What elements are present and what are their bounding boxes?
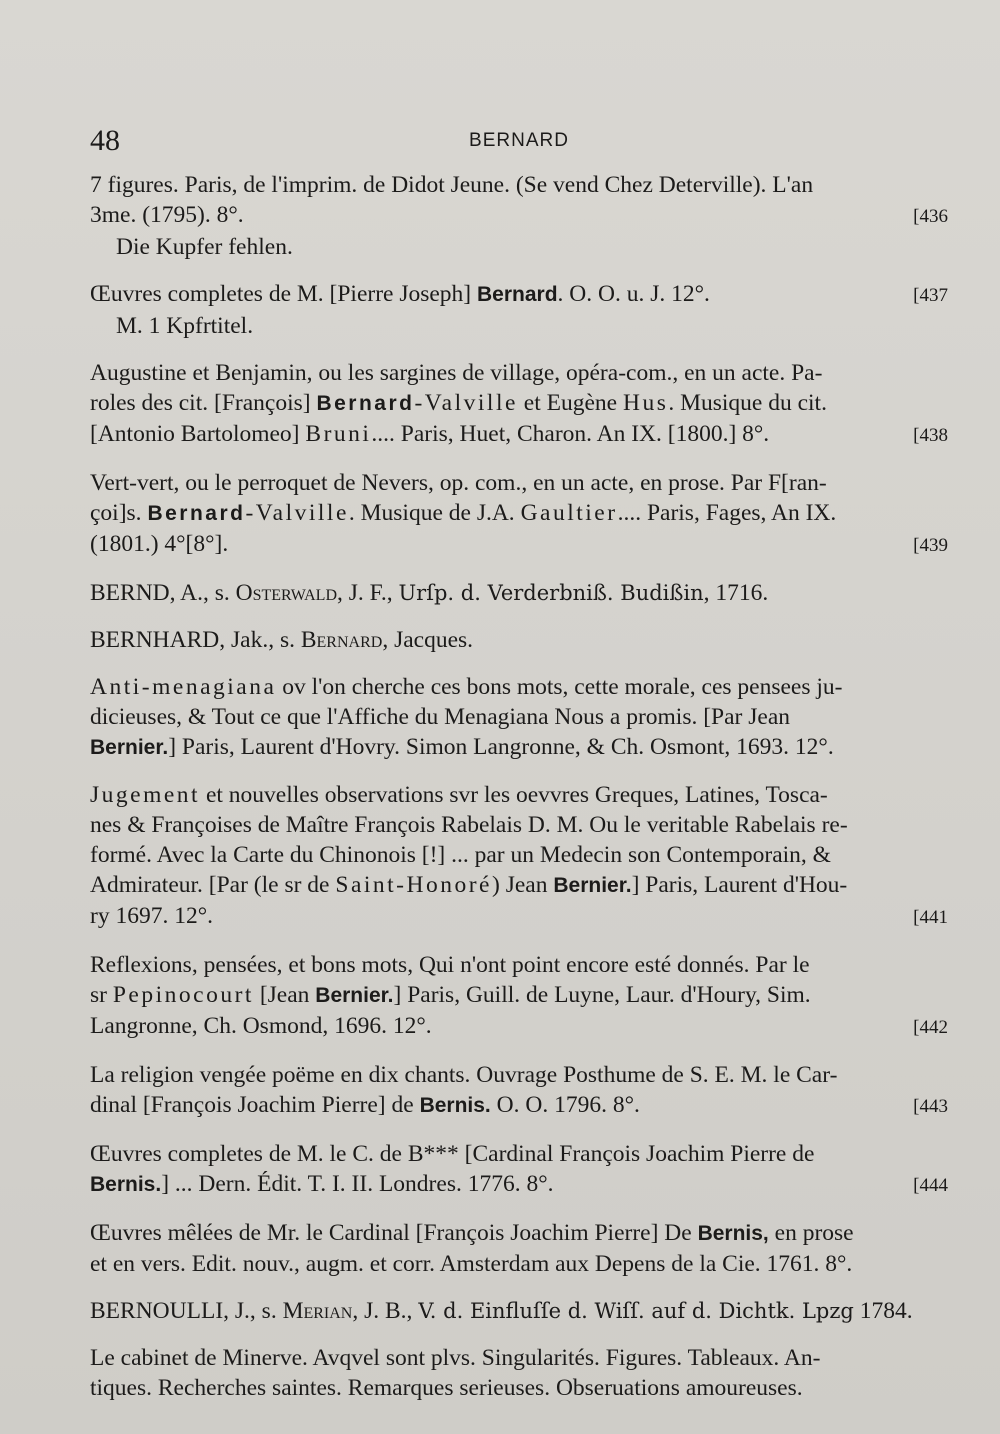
author-name: Bernard <box>316 392 415 415</box>
entry-text: formé. Avec la Carte du Chinonois [!] ... par un Medecin son Contemporain, & <box>90 842 831 868</box>
entry-text: Vert-vert, ou le perroquet de Nevers, op. com., en un acte, en prose. Par F[ran- <box>90 470 827 496</box>
entry-note: M. 1 Kpfrtitel. <box>116 313 254 339</box>
entry-445 <box>90 1218 948 1279</box>
entry-text: et nouvelles observations svr les oevvres Greques, Latines, Tosca- <box>200 782 828 808</box>
author-name: Bernier. <box>315 984 394 1007</box>
author-name: Bernard <box>477 283 558 306</box>
entry-text: 3me. (1795). 8°. <box>90 202 244 228</box>
entry-number: [443 <box>913 1096 948 1117</box>
fraktur-title: V. d. Einfluſſe d. Wiſſ. auf d. Dichtk. Lpzg <box>418 1299 854 1323</box>
entry-text: tiques. Recherches saintes. Remarques serieuses. Obseruations amoureuses. <box>90 1375 803 1401</box>
entry-text: O. O. 1796. 8°. <box>490 1092 640 1118</box>
author-name: Bernard <box>147 502 246 525</box>
entry-bernd <box>90 578 948 608</box>
spaced-title: Anti-menagiana <box>90 674 277 700</box>
entry-number: [442 <box>913 1017 948 1038</box>
spaced-name: Hus <box>622 390 669 416</box>
entry-note: Die Kupfer fehlen. <box>116 234 293 260</box>
entry-text: , J. B., <box>352 1298 419 1324</box>
entry-text: Œuvres completes de M. le C. de B*** [Cardinal François Joachim Pierre de <box>90 1141 815 1167</box>
entry-text: 7 figures. Paris, de l'imprim. de Didot Jeune. (Se vend Chez Deterville). L'an <box>90 172 814 198</box>
entry-number: [444 <box>913 1175 948 1196</box>
entry-number: [437 <box>913 285 948 306</box>
entry-text: , 1716. <box>703 580 769 606</box>
entry-number: [436 <box>913 206 948 227</box>
entry-text: BERND, A., s. <box>90 580 236 606</box>
entry-text: dinal [François Joachim Pierre] de <box>90 1092 420 1118</box>
entry-444 <box>90 1139 948 1201</box>
entry-text: ] Paris, Laurent d'Hovry. Simon Langronne, & Ch. Osmont, 1693. 12°. <box>168 734 834 760</box>
entry-443 <box>90 1060 948 1122</box>
page-header <box>90 124 948 164</box>
cross-ref-name: Merian <box>282 1298 353 1324</box>
page-number: 48 <box>90 124 120 157</box>
entry-text: .... Paris, Fages, An IX. <box>617 500 837 526</box>
entry-text: , Jacques. <box>382 627 474 653</box>
cross-ref-name: Osterwald <box>235 580 338 606</box>
entry-text: (1801.) 4°[8°]. <box>90 531 229 557</box>
entry-text: Œuvres mêlées de Mr. le Cardinal [François Joachim Pierre] De <box>90 1220 698 1246</box>
entry-text: ] Paris, Laurent d'Hou- <box>631 872 848 898</box>
entry-text: . Musique du cit. <box>668 390 827 416</box>
entry-text: La religion vengée poëme en dix chants. Ouvrage Posthume de S. E. M. le Car- <box>90 1062 838 1088</box>
entry-text: ] ... Dern. Édit. T. I. II. Londres. 1776. 8°. <box>161 1171 554 1197</box>
author-name: Bernis, <box>697 1222 769 1245</box>
entry-438 <box>90 358 948 451</box>
spaced-title: Jugement <box>90 782 201 808</box>
entry-text: sr <box>90 982 113 1008</box>
entry-446 <box>90 1343 948 1403</box>
entry-text: Augustine et Benjamin, ou les sargines de village, opéra-com., en un acte. Pa- <box>90 360 823 386</box>
entry-text: Œuvres completes de M. [Pierre Joseph] <box>90 281 478 307</box>
entry-text: et Eugène <box>517 390 623 416</box>
entry-text: dicieuses, & Tout ce que l'Affiche du Menagiana Nous a promis. [Par Jean <box>90 704 791 730</box>
entry-bernoulli <box>90 1296 948 1326</box>
author-name: Bernis. <box>419 1094 491 1117</box>
entry-436 <box>90 170 948 262</box>
entry-number: [438 <box>913 425 948 446</box>
entry-text: en prose <box>768 1220 854 1246</box>
entry-text: , J. F., <box>337 580 399 606</box>
entry-text: . Musique de J.A. <box>348 500 521 526</box>
spaced-name: -Valville <box>245 500 349 526</box>
spaced-name: Pepinocourt <box>112 982 254 1008</box>
entry-text: nes & Françoises de Maître François Rabelais D. M. Ou le veritable Rabelais re- <box>90 812 848 838</box>
entry-text: .... Paris, Huet, Charon. An IX. [1800.] 8°. <box>371 421 770 447</box>
entry-text: Langronne, Ch. Osmond, 1696. 12°. <box>90 1013 432 1039</box>
fraktur-title: Urſp. d. Verderbniß. Budißin <box>398 581 704 605</box>
spaced-name: Bruni <box>305 421 372 447</box>
running-title: BERNARD <box>469 130 569 151</box>
cross-ref-name: Bernard <box>300 627 383 653</box>
entry-number: [441 <box>913 907 948 928</box>
entry-text: ry 1697. 12°. <box>90 903 213 929</box>
entry-442 <box>90 950 948 1043</box>
spaced-name: -Valville <box>414 390 518 416</box>
entry-text: ov l'on cherche ces bons mots, cette morale, ces pensees ju- <box>276 674 843 700</box>
entry-text: [Jean <box>253 982 316 1008</box>
author-name: Bernis. <box>90 1173 162 1196</box>
entry-440 <box>90 672 948 763</box>
entry-439 <box>90 468 948 561</box>
spaced-name: Gaultier <box>520 500 618 526</box>
entry-text: Reflexions, pensées, et bons mots, Qui n'ont point encore esté donnés. Par le <box>90 952 810 978</box>
spaced-name: Saint-Honoré <box>335 872 492 898</box>
entry-text: Admirateur. [Par (le sr de <box>90 872 336 898</box>
entry-text: . O. O. u. J. 12°. <box>557 281 710 307</box>
entry-text: BERNHARD, Jak., s. <box>90 627 301 653</box>
entry-bernhard <box>90 625 948 655</box>
entry-437 <box>90 279 948 341</box>
entry-text: BERNOULLI, J., s. <box>90 1298 283 1324</box>
author-name: Bernier. <box>553 874 632 897</box>
author-name: Bernier. <box>90 736 169 759</box>
entry-441 <box>90 780 948 933</box>
entry-text: [Antonio Bartolomeo] <box>90 421 306 447</box>
entry-text: ) Jean <box>492 872 554 898</box>
entry-text: çoi]s. <box>90 500 148 526</box>
entry-text: 1784. <box>853 1298 913 1324</box>
catalog-body <box>90 170 948 1420</box>
entry-text: Le cabinet de Minerve. Avqvel sont plvs. Singularités. Figures. Tableaux. An- <box>90 1345 821 1371</box>
entry-text: et en vers. Edit. nouv., augm. et corr. Amsterdam aux Depens de la Cie. 1761. 8°. <box>90 1251 853 1277</box>
entry-text: ] Paris, Guill. de Luyne, Laur. d'Houry, Sim. <box>393 982 811 1008</box>
entry-text: roles des cit. [François] <box>90 390 317 416</box>
entry-number: [439 <box>913 535 948 556</box>
